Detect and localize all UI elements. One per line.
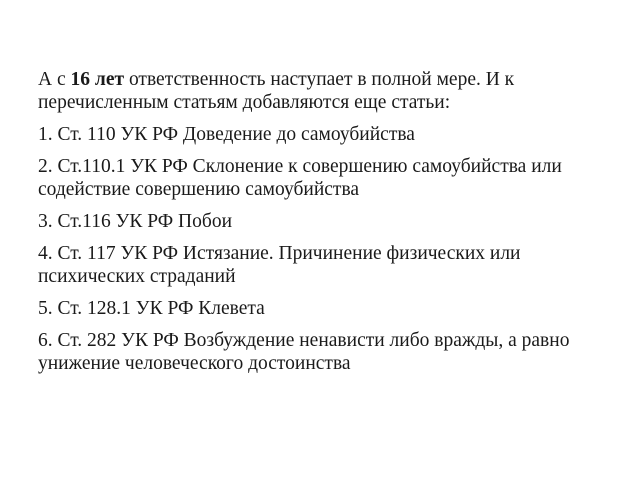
article-item-1: 1. Ст. 110 УК РФ Доведение до самоубийства: [38, 124, 415, 145]
article-item-5: 5. Ст. 128.1 УК РФ Клевета: [38, 298, 265, 319]
article-item-3: 3. Ст.116 УК РФ Побои: [38, 211, 233, 232]
article-item-4: 4. Ст. 117 УК РФ Истязание. Причинение физических или психических страданий: [38, 243, 521, 287]
intro-age-bold: 16 лет: [70, 69, 125, 90]
intro-paragraph: [38, 68, 613, 114]
article-item-6: 6. Ст. 282 УК РФ Возбуждение ненависти либо вражды, а равно унижение человеческого достоинства: [38, 330, 570, 374]
article-item-2: 2. Ст.110.1 УК РФ Склонение к совершению самоубийства или содействие совершению самоубийства: [38, 156, 562, 200]
intro-rest: ответственность наступает в полной мере. И к перечисленным статьям добавляются еще статьи:: [38, 69, 515, 113]
intro-prefix: А с: [38, 69, 71, 90]
slide-text-body: [38, 68, 613, 384]
